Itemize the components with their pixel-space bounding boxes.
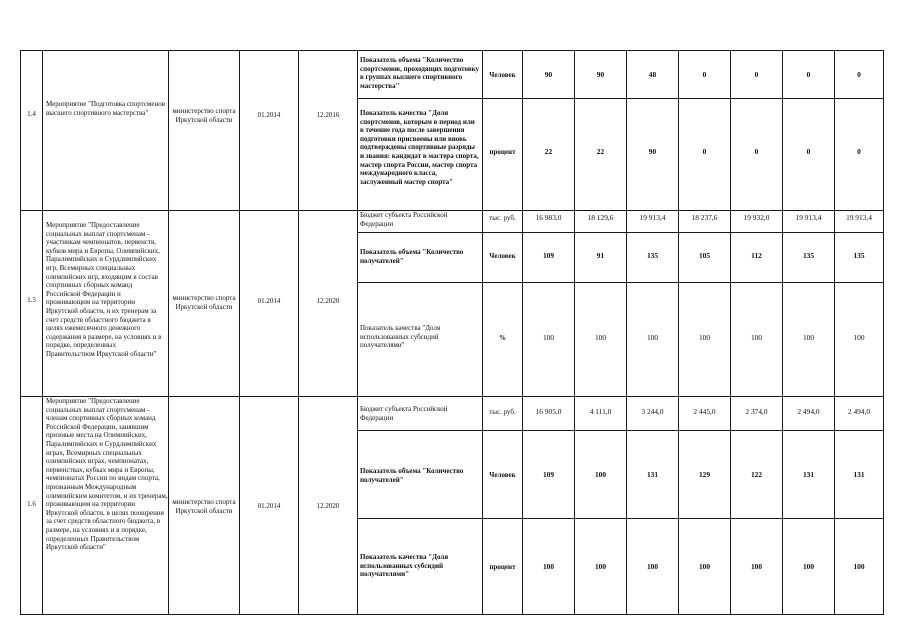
col-divider [678,50,679,614]
indicator-name: Показатель качества "Доля спортсменов, которым в период или в течение года после завершения подготовки присвоены или вновь подтверждены спортивные разряды и звания: кандидат в мастера спорта, мастер спорта России, мастер спорта международного класса, заслуженный мастер спорта" [360,109,479,186]
value-cell: 16 905,0 [535,407,562,416]
indicator-unit: Человек [489,471,516,479]
value-cell: 122 [750,470,763,479]
value-cell: 0 [806,147,811,156]
row-number: 1.4 [27,110,36,118]
value-cell: 19 913,4 [795,213,822,222]
executor: министерство спорта Иркутской области [172,294,236,311]
value-cell: 100 [853,562,865,571]
col-divider [20,50,21,614]
table-border-bottom [20,614,884,615]
indicator-unit: Человек [489,252,516,260]
indicator-name: Бюджет субъекта Российской Федерации [360,211,448,228]
col-divider [168,50,169,614]
value-cell: 100 [542,333,555,342]
value-cell: 131 [853,470,865,479]
value-cell: 19 913,4 [639,213,666,222]
executor: министерство спорта Иркутской области [172,498,236,515]
value-cell: 0 [754,70,759,79]
value-cell: 4 111,0 [589,407,612,416]
col-divider [626,50,627,614]
end-date: 12.2020 [316,297,340,305]
end-date: 12.2016 [316,111,340,119]
value-cell: 100 [594,333,607,342]
col-divider [298,50,299,614]
indicator-name: Показатель качества "Доля использованных субсидий получателями" [360,553,449,579]
value-cell: 2 445,0 [693,407,716,416]
indicator-divider [357,98,884,99]
value-cell: 16 983,0 [535,213,562,222]
indicator-divider [357,430,884,431]
value-cell: 129 [698,470,711,479]
value-cell: 91 [596,251,605,260]
indicator-unit: Человек [489,71,516,79]
value-cell: 0 [857,147,861,156]
indicator-unit: процент [489,563,516,571]
table-border-top [20,50,884,51]
indicator-name: Показатель объема "Количество спортсменов, проходящих подготовку в группах высшего спортивного мастерства" [360,56,480,90]
value-cell: 100 [853,333,865,342]
value-cell: 100 [802,333,815,342]
row-number: 1.6 [27,500,36,508]
value-cell: 2 494,0 [847,407,871,416]
value-cell: 135 [853,251,865,260]
value-cell: 100 [646,562,659,571]
col-divider [782,50,783,614]
indicator-unit: процент [489,148,516,156]
value-cell: 90 [596,70,605,79]
indicator-name: Показатель объема "Количество получателей" [360,248,464,265]
value-cell: 0 [754,147,759,156]
value-cell: 18 129,6 [587,213,614,222]
indicator-unit: тыс. руб. [489,214,516,222]
executor: министерство спорта Иркутской области [172,107,236,124]
value-cell: 100 [698,562,711,571]
value-cell: 100 [594,470,607,479]
value-cell: 100 [698,333,711,342]
indicator-name: Показатель качества "Доля использованных субсидий получателями" [360,324,441,350]
value-cell: 48 [648,70,657,79]
indicator-divider [357,518,884,519]
value-cell: 100 [750,333,763,342]
value-cell: 3 244,0 [641,407,664,416]
indicator-name: Бюджет субъекта Российской Федерации [360,405,448,422]
col-divider [239,50,240,614]
value-cell: 105 [698,251,711,260]
event-description: Мероприятие "Предоставление социальных выплат спортсменам - участникам чемпионатов, первенств, кубков мира и Европы, Олимпийских, Паралимпийских и Сурдлимпийских игр, Всемирных специальных олимпийских игр, входящим в состав спортивных сборных команд Российской Федерации и проживающим на территории Иркутской области, и их тренерам за счет средств областного бюджета в целях ежемесячного денежного содержания в размере, на условиях и в порядке, определенных Правительством Иркутской области" [46,221,162,358]
value-cell: 109 [542,251,555,260]
start-date: 01.2014 [257,297,281,305]
value-cell: 2 374,0 [745,407,768,416]
indicator-unit: % [499,334,506,342]
value-cell: 109 [542,470,555,479]
value-cell: 100 [750,562,763,571]
indicator-divider [357,282,884,283]
value-cell: 2 494,0 [797,407,820,416]
value-cell: 100 [542,562,555,571]
value-cell: 0 [702,147,707,156]
value-cell: 22 [544,147,553,156]
start-date: 01.2014 [257,502,281,510]
col-divider [730,50,731,614]
start-date: 01.2014 [257,111,281,119]
value-cell: 0 [702,70,707,79]
value-cell: 100 [802,562,815,571]
col-divider [42,50,43,614]
value-cell: 100 [594,562,607,571]
value-cell: 90 [648,147,657,156]
value-cell: 135 [646,251,659,260]
value-cell: 131 [646,470,659,479]
value-cell: 100 [646,333,659,342]
end-date: 12.2020 [316,502,340,510]
event-description: Мероприятие "Подготовка спортсменов высшего спортивного мастерства" [46,100,166,117]
value-cell: 18 237,6 [691,213,718,222]
value-cell: 0 [857,70,861,79]
indicator-unit: тыс. руб. [489,408,516,416]
col-divider [357,50,358,614]
indicator-name: Показатель объема "Количество получателей" [360,467,464,484]
value-cell: 0 [806,70,811,79]
event-description: Мероприятие "Предоставление социальных выплат спортсменам - членам спортивных сборных команд Российской Федерации, занявшим призовые места на Олимпийских, Паралимпийских и Сурдлимпийских играх, Всемирных специальных олимпийских играх, чемпионатах, первенствах, кубках мира и Европы, чемпионатах России по видам спорта, признанным Международным олимпийским комитетом, и их тренерам, проживающим на территории Иркутской области, в целях поощрения за счет средств областного бюджета, в размере, на условиях и в порядке, определенных Правительством Иркутской области" [46,397,168,552]
value-cell: 19 932,0 [743,213,770,222]
value-cell: 131 [802,470,815,479]
value-cell: 90 [544,70,553,79]
indicator-divider [357,232,884,233]
col-divider [482,50,483,614]
value-cell: 22 [596,147,605,156]
value-cell: 112 [751,251,762,260]
table-border-right [883,50,884,614]
col-divider [522,50,523,614]
value-cell: 19 913,4 [846,213,872,222]
row-number: 1.5 [27,296,36,304]
col-divider [834,50,835,614]
value-cell: 135 [802,251,815,260]
col-divider [574,50,575,614]
